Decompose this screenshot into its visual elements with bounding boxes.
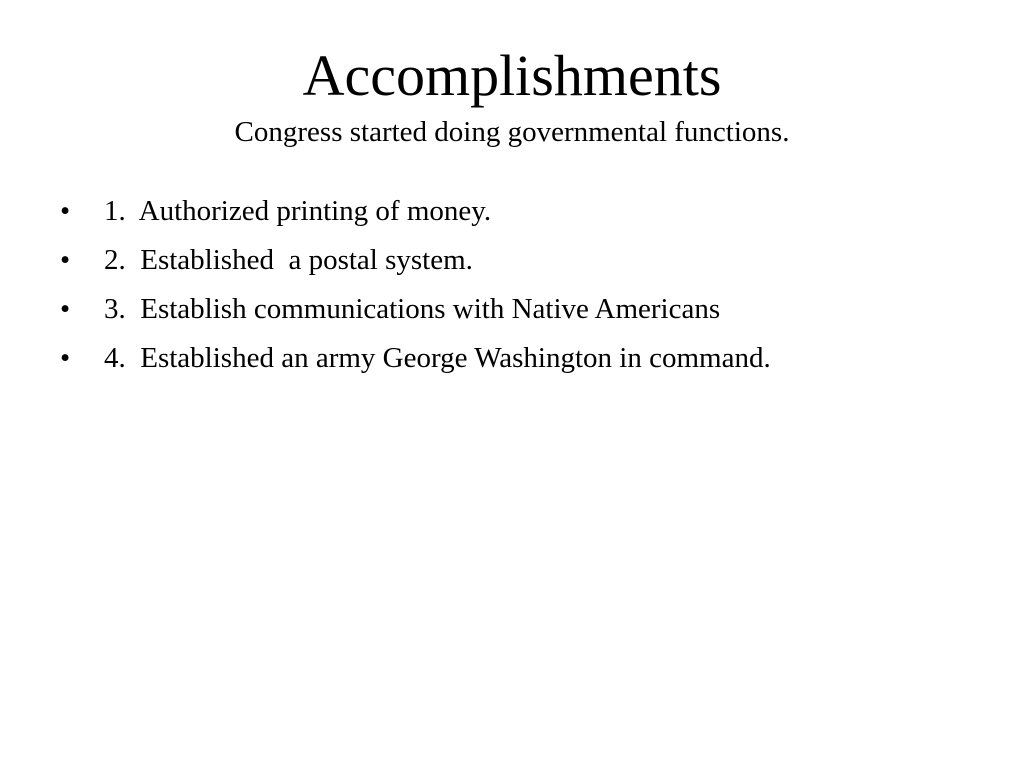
bullet-item-2 — [56, 236, 996, 285]
bullet-list — [56, 187, 996, 383]
bullet-text: 1. Authorized printing of money. — [104, 195, 492, 227]
bullet-text: 3. Establish communications with Native Americans — [104, 293, 721, 325]
bullet-icon: • — [60, 342, 71, 374]
slide-title: Accomplishments — [302, 43, 722, 108]
title-block — [0, 40, 1024, 152]
bullet-item-4 — [56, 334, 996, 383]
slide-subtitle: Congress started doing governmental functions. — [234, 116, 790, 148]
bullet-icon: • — [60, 244, 71, 276]
bullet-text: 2. Established a postal system. — [104, 244, 473, 276]
bullet-icon: • — [60, 293, 71, 325]
bullet-text: 4. Established an army George Washington in command. — [104, 342, 771, 374]
bullet-item-3 — [56, 285, 996, 334]
bullet-icon: • — [60, 195, 71, 227]
bullet-item-1 — [56, 187, 996, 236]
